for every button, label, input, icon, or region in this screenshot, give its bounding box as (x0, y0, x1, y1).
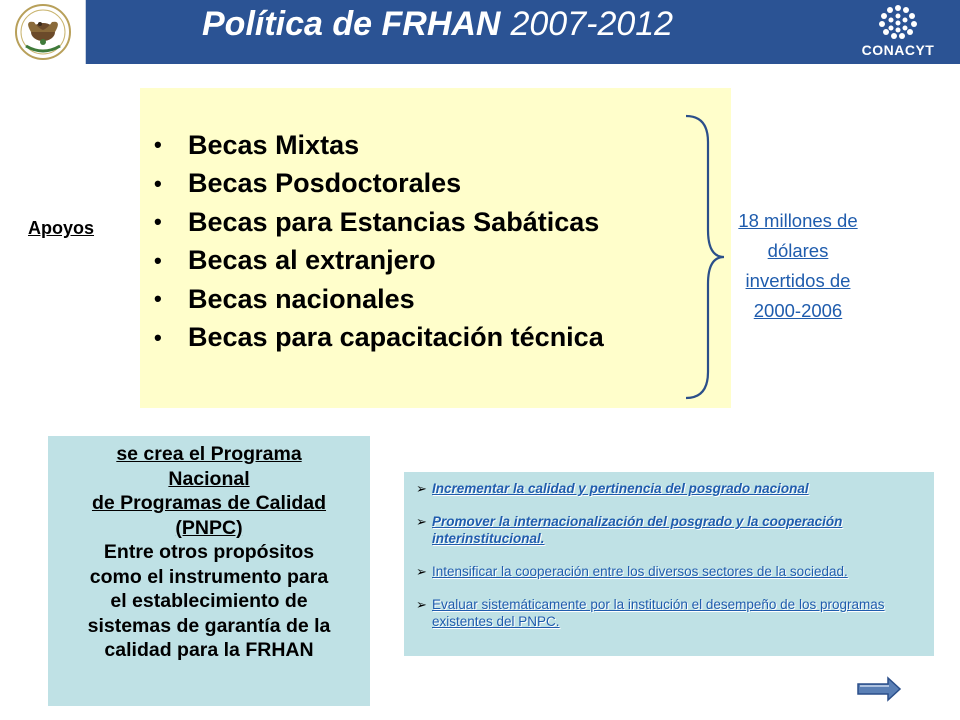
list-item (416, 563, 928, 580)
conacyt-logo-text: CONACYT (861, 42, 935, 58)
list-item (416, 513, 928, 547)
pnpc-line: el establecimiento de (110, 590, 308, 612)
pnpc-line: Nacional (168, 467, 250, 490)
becas-list (154, 126, 604, 357)
right-arrow-icon[interactable] (856, 674, 902, 704)
list-item (154, 319, 604, 358)
bullet-icon: • (154, 209, 162, 235)
inversion-link[interactable] (722, 206, 874, 326)
bullet-icon: • (154, 324, 162, 350)
becas-label: Becas para Estancias Sabáticas (188, 206, 600, 237)
pnpc-line: como el instrumento para (89, 565, 329, 588)
list-item (154, 242, 604, 281)
pnpc-line: Entre otros propósitos (103, 541, 315, 563)
header-bar (0, 0, 960, 64)
becas-label: Becas nacionales (188, 283, 415, 314)
pnpc-line: se crea el Programa (116, 443, 302, 465)
pnpc-box (48, 436, 370, 706)
pnpc-line: (PNPC) (175, 516, 243, 539)
bullet-icon: • (154, 286, 162, 312)
apoyos-label[interactable]: Apoyos (28, 218, 95, 238)
title-years: 2007-2012 (510, 5, 674, 43)
seal-container (0, 0, 86, 64)
bullet-icon: • (154, 247, 162, 273)
title-main: Política de FRHAN (202, 5, 501, 43)
becas-label: Becas para capacitación técnica (188, 322, 604, 353)
pnpc-line: de Programas de Calidad (91, 492, 327, 514)
objetivo-link[interactable]: Incrementar la calidad y pertinencia del posgrado nacional (432, 481, 809, 496)
inversion-line[interactable]: dólares (767, 240, 829, 261)
inversion-line[interactable]: invertidos de (745, 270, 851, 291)
inversion-line[interactable]: 2000-2006 (753, 300, 843, 321)
list-item (416, 480, 928, 497)
arrow-bullet-icon: ➢ (416, 597, 427, 612)
objetivo-link[interactable]: Evaluar sistemáticamente por la institución el desempeño de los programas existentes del PNPC. (432, 597, 885, 629)
list-item (416, 596, 928, 630)
list-item (154, 280, 604, 319)
becas-label: Becas Mixtas (188, 129, 360, 160)
objetivo-link[interactable]: Promover la internacionalización del posgrado y la cooperación interinstitucional. (432, 514, 843, 546)
arrow-bullet-icon: ➢ (416, 514, 427, 529)
bullet-icon: • (154, 170, 162, 196)
page-title (202, 4, 673, 44)
becas-label: Becas al extranjero (188, 245, 436, 276)
becas-box (140, 88, 731, 408)
objetivos-box (404, 472, 934, 656)
list-item (154, 126, 604, 165)
bullet-icon: • (154, 132, 162, 158)
pnpc-line: calidad para la FRHAN (104, 639, 314, 661)
becas-label: Becas Posdoctorales (188, 168, 462, 199)
arrow-bullet-icon: ➢ (416, 481, 427, 496)
objetivo-link[interactable]: Intensificar la cooperación entre los diversos sectores de la sociedad. (432, 564, 848, 579)
mexico-seal-icon (4, 2, 82, 62)
list-item (154, 165, 604, 204)
arrow-bullet-icon: ➢ (416, 564, 427, 579)
list-item (154, 203, 604, 242)
pnpc-line: sistemas de garantía de la (87, 614, 331, 637)
inversion-line[interactable]: 18 millones de (738, 210, 858, 231)
